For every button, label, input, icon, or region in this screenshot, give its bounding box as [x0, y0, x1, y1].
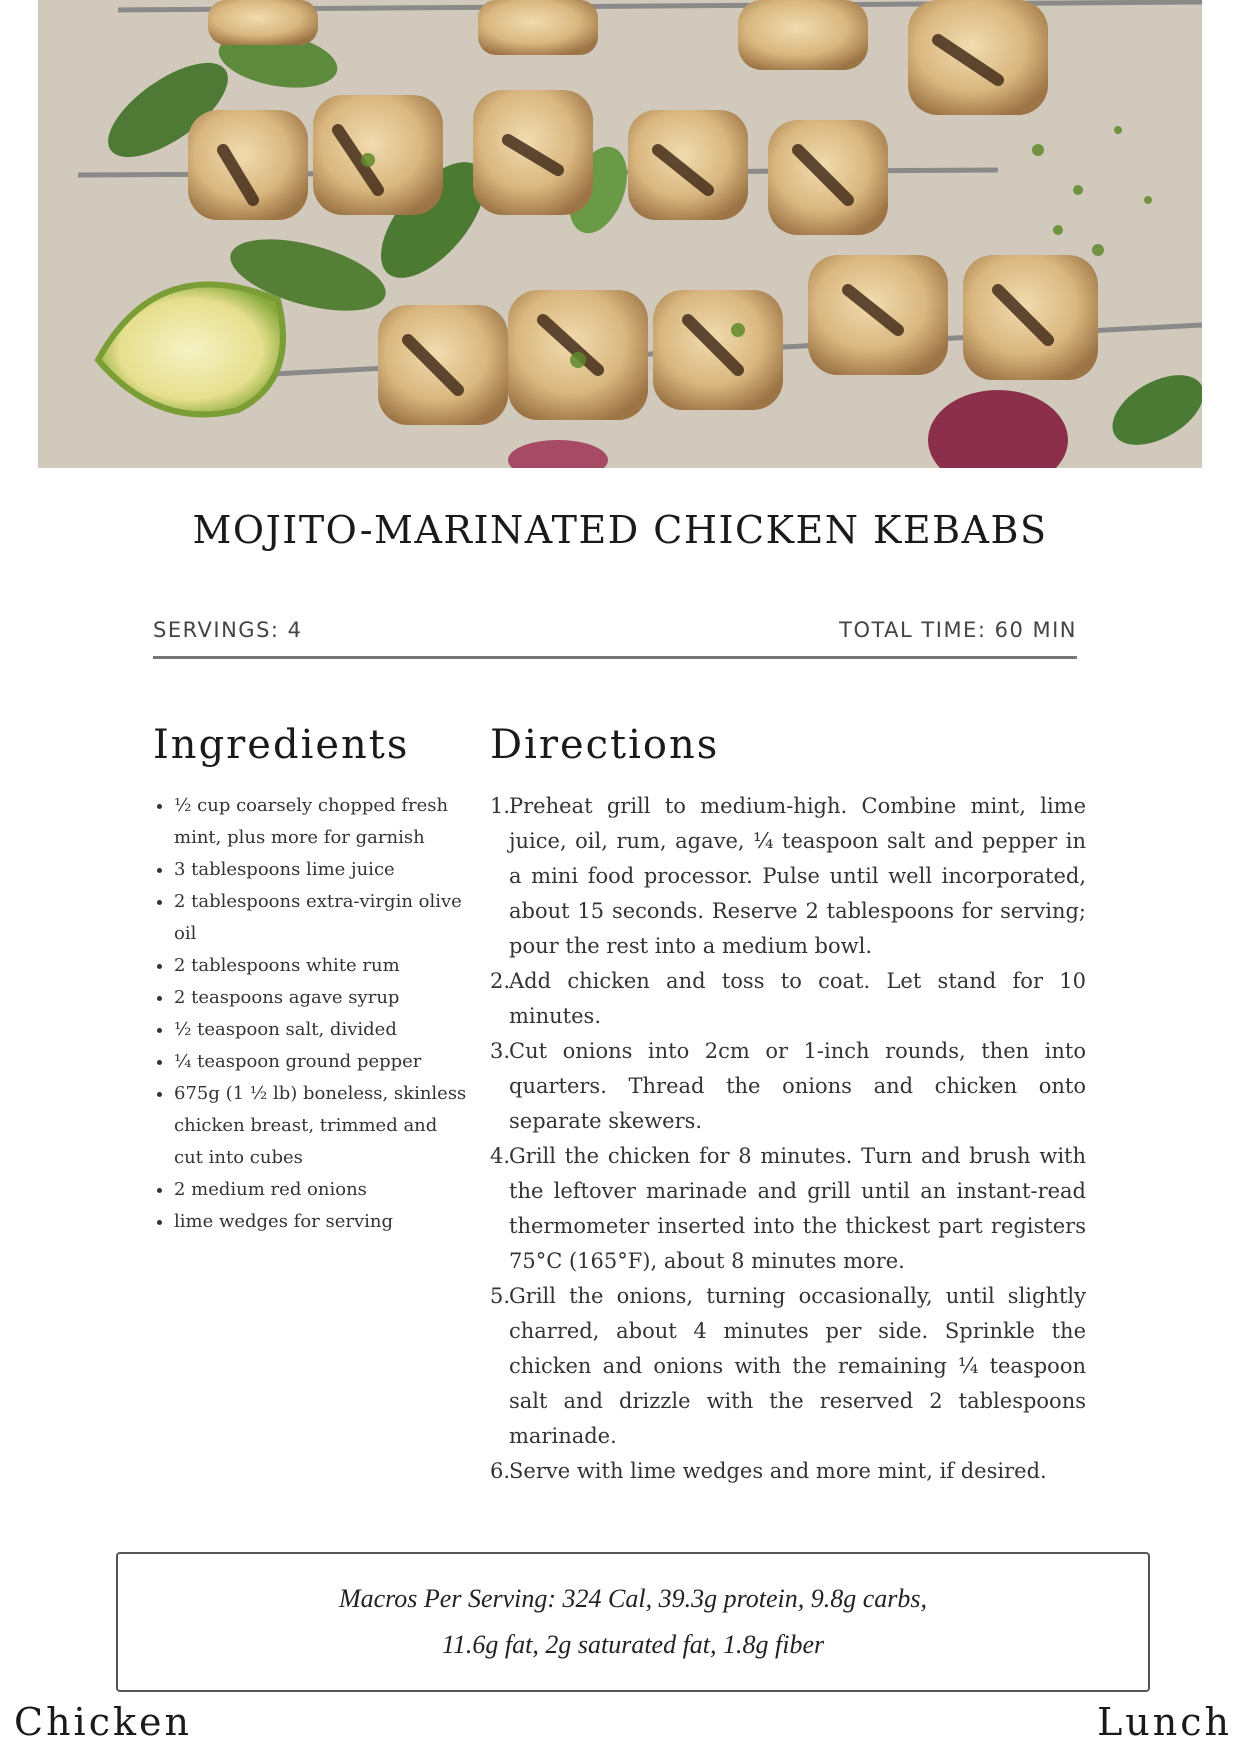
directions-heading: Directions — [490, 722, 720, 768]
total-time: TOTAL TIME: 60 MIN — [839, 618, 1077, 642]
ingredients-heading: Ingredients — [153, 722, 410, 768]
ingredient-item: • 2 medium red onions — [174, 1174, 470, 1206]
step-text: Serve with lime wedges and more mint, if desired. — [509, 1459, 1047, 1483]
step-number: 4. — [490, 1144, 511, 1168]
category-tag: Chicken — [14, 1700, 192, 1744]
step-number: 2. — [490, 969, 511, 993]
ingredient-item: • 2 tablespoons extra-virgin olive oil — [174, 886, 470, 950]
macros-line-2: 11.6g fat, 2g saturated fat, 1.8g fiber — [441, 1630, 825, 1659]
step-text: Preheat grill to medium-high. Combine mint, lime juice, oil, rum, agave, ¼ teaspoon salt and pepper in a mini food processor. Pulse until well incorporated, about 15 seconds. Reserve 2 tablespoons for serving; pour the rest into a medium bowl. — [509, 794, 1086, 958]
recipe-photo — [38, 0, 1202, 468]
ingredient-item: • 2 tablespoons white rum — [174, 950, 470, 982]
macros-box — [116, 1552, 1150, 1692]
meal-tag: Lunch — [1097, 1700, 1232, 1744]
step-text: Grill the chicken for 8 minutes. Turn and brush with the leftover marinade and grill until an instant-read thermometer inserted into the thickest part registers 75°C (165°F), about 8 minutes more. — [509, 1144, 1086, 1273]
kebab-photo-illustration — [38, 0, 1202, 468]
direction-step — [490, 1139, 1086, 1279]
ingredients-list — [153, 790, 470, 1238]
step-number: 6. — [490, 1459, 511, 1483]
direction-step — [490, 1279, 1086, 1454]
step-text: Add chicken and toss to coat. Let stand for 10 minutes. — [509, 969, 1086, 1028]
recipe-title: MOJITO-MARINATED CHICKEN KEBABS — [192, 508, 1048, 552]
divider — [153, 656, 1077, 659]
direction-step — [490, 1034, 1086, 1139]
servings: SERVINGS: 4 — [153, 618, 303, 642]
ingredient-item: • ½ teaspoon salt, divided — [174, 1014, 470, 1046]
ingredient-item: • ½ cup coarsely chopped fresh mint, plus more for garnish — [174, 790, 470, 854]
ingredient-item: • 2 teaspoons agave syrup — [174, 982, 470, 1014]
step-number: 3. — [490, 1039, 511, 1063]
macros-line-1: Macros Per Serving: 324 Cal, 39.3g protein, 9.8g carbs, — [338, 1584, 928, 1613]
direction-step — [490, 1454, 1086, 1489]
ingredient-item: • lime wedges for serving — [174, 1206, 470, 1238]
step-text: Grill the onions, turning occasionally, until slightly charred, about 4 minutes per side. Sprinkle the chicken and onions with the remaining ¼ teaspoon salt and drizzle with the reserved 2 tablespoons marinade. — [509, 1284, 1086, 1448]
direction-step — [490, 964, 1086, 1034]
ingredient-item: • 3 tablespoons lime juice — [174, 854, 470, 886]
ingredient-item: • ¼ teaspoon ground pepper — [174, 1046, 470, 1078]
step-number: 5. — [490, 1284, 511, 1308]
step-number: 1. — [490, 794, 511, 818]
directions-list — [490, 789, 1086, 1489]
step-text: Cut onions into 2cm or 1-inch rounds, then into quarters. Thread the onions and chicken onto separate skewers. — [509, 1039, 1086, 1133]
ingredient-item: • 675g (1 ½ lb) boneless, skinless chicken breast, trimmed and cut into cubes — [174, 1078, 470, 1174]
recipe-meta — [153, 618, 1077, 642]
direction-step — [490, 789, 1086, 964]
